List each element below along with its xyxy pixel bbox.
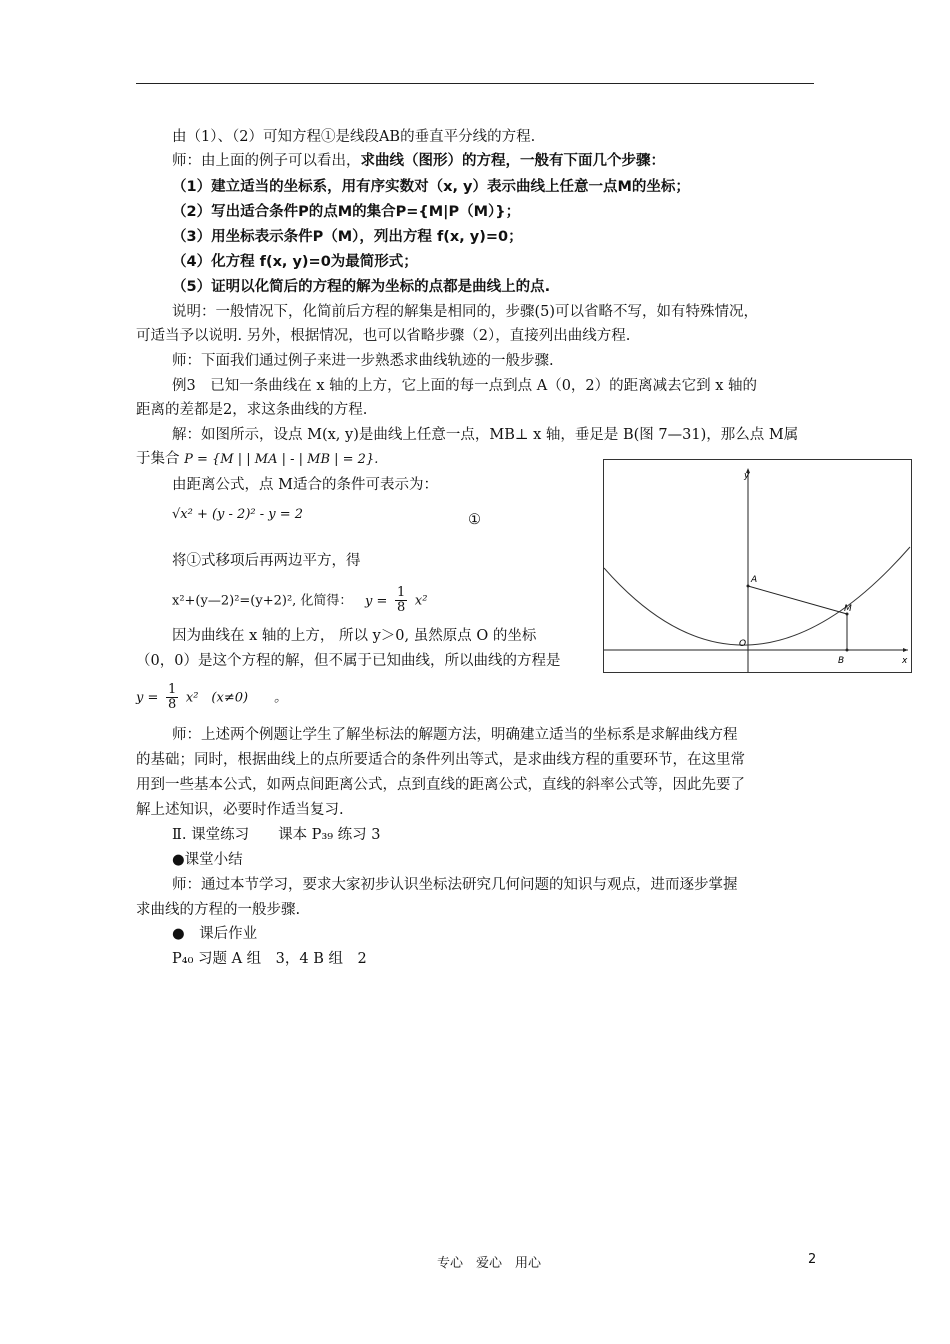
step-2: （2）写出适合条件P的点M的集合P={M|P（M）}；	[172, 204, 521, 220]
text-line: 由（1）、（2）可知方程①是线段AB的垂直平分线的方程.	[172, 129, 536, 145]
page-number: 2	[808, 1252, 817, 1267]
label-M: M	[844, 604, 852, 614]
label-x: x	[902, 656, 908, 666]
text-line: 距离的差都是2，求这条曲线的方程.	[136, 402, 368, 418]
text-line	[136, 683, 287, 712]
step-4: （4）化方程 f(x, y)=0为最简形式；	[172, 254, 418, 270]
text-line: 说明：一般情况下，化简前后方程的解集是相同的，步骤(5)可以省略不写，如有特殊情况，	[172, 304, 759, 320]
equation-3-lhs: y =	[365, 593, 388, 609]
step-3: （3）用坐标表示条件P（M），列出方程 f(x, y)=0；	[172, 229, 523, 245]
text-line: 师：上述两个例题让学生了解坐标法的解题方法，明确建立适当的坐标系是求解曲线方程	[172, 727, 738, 743]
text-line: 解上述知识，必要时作适当复习.	[136, 802, 344, 818]
text-line: 的基础；同时，根据曲线上的点所要适合的条件列出等式，是求曲线方程的重要环节，在这里常	[136, 752, 745, 768]
segment-MA	[748, 586, 847, 614]
text-line: 将①式移项后再两边平方，得	[172, 553, 361, 569]
parabola-figure	[603, 459, 912, 673]
text-line: 例3 已知一条曲线在 x 轴的上方，它上面的每一点到点 A（0，2）的距离减去它到 x 轴的	[172, 378, 758, 394]
header-rule	[136, 83, 814, 84]
equation-number: ①	[468, 512, 481, 528]
fraction-numerator: 1	[167, 682, 177, 697]
text-line: P₄₀ 习题 A 组 3，4 B 组 2	[172, 951, 367, 967]
text-line: 因为曲线在 x 轴的上方， 所以 y＞0, 虽然原点 O 的坐标	[172, 628, 537, 644]
text-line: 求曲线的方程的一般步骤.	[136, 902, 301, 918]
text-line: 师：下面我们通过例子来进一步熟悉求曲线轨迹的一般步骤.	[172, 353, 554, 369]
fraction-numerator: 1	[397, 585, 406, 600]
text-span: 于集合	[136, 451, 180, 467]
text-span: 师：由上面的例子可以看出，	[172, 153, 361, 169]
text-line: 由距离公式，点 M适合的条件可表示为：	[172, 477, 438, 493]
text-line	[136, 448, 378, 471]
footer-text: 专心 爱心 用心	[437, 1256, 542, 1271]
section-heading: Ⅱ. 课堂练习 课本 P₃₉ 练习 3	[172, 827, 381, 843]
label-O: O	[739, 639, 747, 649]
point-A	[747, 585, 750, 588]
fraction	[395, 586, 407, 615]
x-axis-arrow-icon	[903, 648, 908, 652]
text-line: 可适当予以说明. 另外，根据情况，也可以省略步骤（2），直接列出曲线方程.	[136, 328, 631, 344]
text-line	[172, 150, 665, 172]
fraction-denominator: 8	[397, 600, 406, 615]
equation-1: √x² + (y - 2)² - y = 2	[172, 507, 304, 522]
parabola-curve	[604, 547, 910, 645]
section-heading: ● 课后作业	[172, 926, 258, 942]
text-line	[172, 586, 427, 615]
label-y: y	[744, 471, 750, 481]
equation-3-rhs: x²	[414, 593, 428, 609]
text-line: （0，0）是这个方程的解，但不属于已知曲线，所以曲线的方程是	[136, 653, 561, 669]
step-5: （5）证明以化简后的方程的解为坐标的点都是曲线上的点.	[172, 279, 551, 295]
fraction-denominator: 8	[167, 697, 177, 712]
equation-2: x²+(y—2)²=(y+2)², 化简得：	[172, 593, 353, 609]
final-equation-rhs: x² (x≠0) 。	[185, 690, 288, 706]
section-heading: ●课堂小结	[172, 852, 243, 868]
point-B	[846, 649, 849, 652]
label-A: A	[751, 575, 758, 585]
text-line: 师：通过本节学习，要求大家初步认识坐标法研究几何问题的知识与观点，进而逐步掌握	[172, 877, 738, 893]
fraction	[166, 683, 178, 712]
set-expression: P = {M | | MA | - | MB | = 2}.	[184, 452, 379, 467]
step-1: （1）建立适当的坐标系，用有序实数对（x, y）表示曲线上任意一点M的坐标；	[172, 179, 690, 195]
text-line: 用到一些基本公式，如两点间距离公式，点到直线的距离公式，直线的斜率公式等，因此先要了	[136, 777, 745, 793]
label-B: B	[838, 656, 845, 666]
final-equation-lhs: y =	[136, 690, 159, 706]
text-line: 解：如图所示，设点 M(x, y)是曲线上任意一点，MB⊥ x 轴，垂足是 B(图 7—31)，那么点 M属	[172, 427, 799, 443]
text-span-bold: 求曲线（图形）的方程，一般有下面几个步骤：	[360, 153, 665, 169]
parabola-diagram	[604, 460, 911, 672]
